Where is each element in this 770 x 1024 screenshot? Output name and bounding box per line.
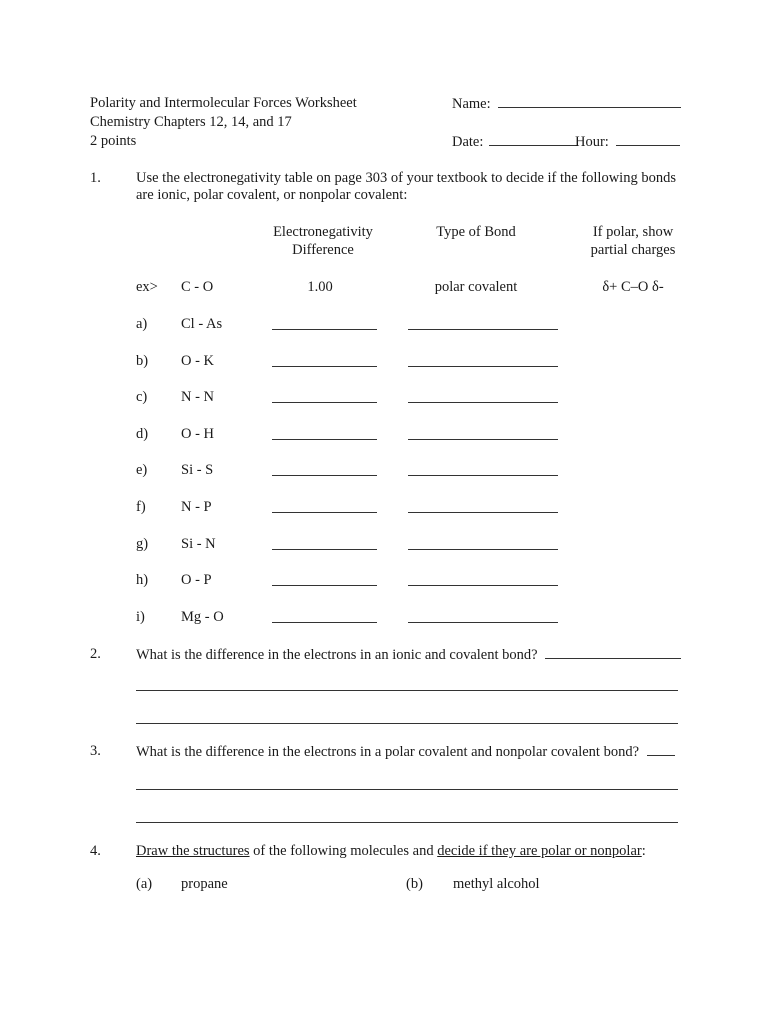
name-field[interactable] — [452, 94, 681, 113]
en-difference-blank[interactable] — [272, 366, 377, 367]
bond-type-blank[interactable] — [408, 475, 558, 476]
bond-pair: O - K — [181, 353, 215, 369]
q2-answer-line[interactable] — [136, 690, 678, 691]
q2-question: What is the difference in the electrons in an ionic and covalent bond? — [136, 645, 681, 664]
en-difference-blank[interactable] — [272, 512, 377, 513]
en-difference-blank[interactable] — [272, 402, 377, 403]
q4-instruction: Draw the structures of the following molecules and decide if they are polar or nonpolar: — [136, 843, 646, 859]
hour-label: Hour: — [575, 134, 609, 150]
bond-pair: N - N — [181, 389, 215, 405]
bond-type-blank[interactable] — [408, 402, 558, 403]
en-difference-blank[interactable] — [272, 622, 377, 623]
column-header-partial-charges: If polar, show partial charges — [590, 224, 676, 258]
bond-item-label: a) — [136, 316, 148, 332]
date-field[interactable] — [452, 132, 577, 151]
bond-pair: O - H — [181, 426, 215, 442]
en-difference-blank[interactable] — [272, 585, 377, 586]
q4-part-b-molecule: methyl alcohol — [453, 876, 540, 892]
bond-pair: Cl - As — [181, 316, 223, 332]
bond-type-blank[interactable] — [408, 512, 558, 513]
en-difference-blank[interactable] — [272, 439, 377, 440]
example-label: ex> — [136, 279, 158, 295]
en-difference-blank[interactable] — [272, 549, 377, 550]
bond-pair: Si - N — [181, 536, 216, 552]
q4-part-b-label: (b) — [406, 876, 423, 892]
worksheet-subtitle: Chemistry Chapters 12, 14, and 17 — [90, 114, 292, 130]
name-blank[interactable] — [498, 94, 681, 108]
example-bond: C - O — [181, 279, 214, 295]
en-difference-blank[interactable] — [272, 329, 377, 330]
q4-part-a-label: (a) — [136, 876, 153, 892]
q2-answer-blank[interactable] — [545, 645, 681, 659]
name-label: Name: — [452, 96, 491, 112]
column-header-en-difference: Electronegativity Difference — [273, 224, 373, 258]
question-number: 4. — [90, 843, 101, 859]
bond-type-blank[interactable] — [408, 622, 558, 623]
bond-pair: O - P — [181, 572, 212, 588]
bond-type-blank[interactable] — [408, 439, 558, 440]
q2-answer-line[interactable] — [136, 723, 678, 724]
column-header-bond-type: Type of Bond — [436, 224, 516, 240]
bond-item-label: c) — [136, 389, 148, 405]
bond-type-blank[interactable] — [408, 585, 558, 586]
bond-type-blank[interactable] — [408, 366, 558, 367]
bond-pair: N - P — [181, 499, 212, 515]
worksheet-points: 2 points — [90, 133, 137, 149]
q1-instruction-line2: are ionic, polar covalent, or nonpolar covalent: — [136, 187, 408, 203]
example-partial-charges: δ+ C–O δ- — [602, 279, 664, 295]
q1-instruction-line1: Use the electronegativity table on page 303 of your textbook to decide if the following bonds — [136, 170, 676, 186]
worksheet-title: Polarity and Intermolecular Forces Worksheet — [90, 95, 357, 111]
q3-answer-line[interactable] — [136, 822, 678, 823]
hour-blank[interactable] — [616, 132, 680, 146]
q3-answer-blank[interactable] — [647, 742, 675, 756]
bond-pair: Mg - O — [181, 609, 224, 625]
date-label: Date: — [452, 134, 484, 150]
hour-field[interactable] — [575, 132, 680, 151]
question-number: 1. — [90, 170, 101, 186]
en-difference-blank[interactable] — [272, 475, 377, 476]
bond-type-blank[interactable] — [408, 329, 558, 330]
date-blank[interactable] — [489, 132, 577, 146]
bond-item-label: i) — [136, 609, 145, 625]
q4-part-a-molecule: propane — [181, 876, 228, 892]
bond-item-label: g) — [136, 536, 149, 552]
example-bond-type: polar covalent — [434, 279, 518, 295]
bond-item-label: f) — [136, 499, 146, 515]
question-number: 2. — [90, 646, 101, 662]
bond-type-blank[interactable] — [408, 549, 558, 550]
bond-item-label: e) — [136, 462, 148, 478]
bond-item-label: d) — [136, 426, 149, 442]
bond-pair: Si - S — [181, 462, 214, 478]
q3-answer-line[interactable] — [136, 789, 678, 790]
bond-item-label: h) — [136, 572, 149, 588]
question-number: 3. — [90, 743, 101, 759]
example-difference: 1.00 — [307, 279, 333, 295]
q3-question: What is the difference in the electrons in a polar covalent and nonpolar covalent bond? — [136, 742, 675, 761]
bond-item-label: b) — [136, 353, 149, 369]
